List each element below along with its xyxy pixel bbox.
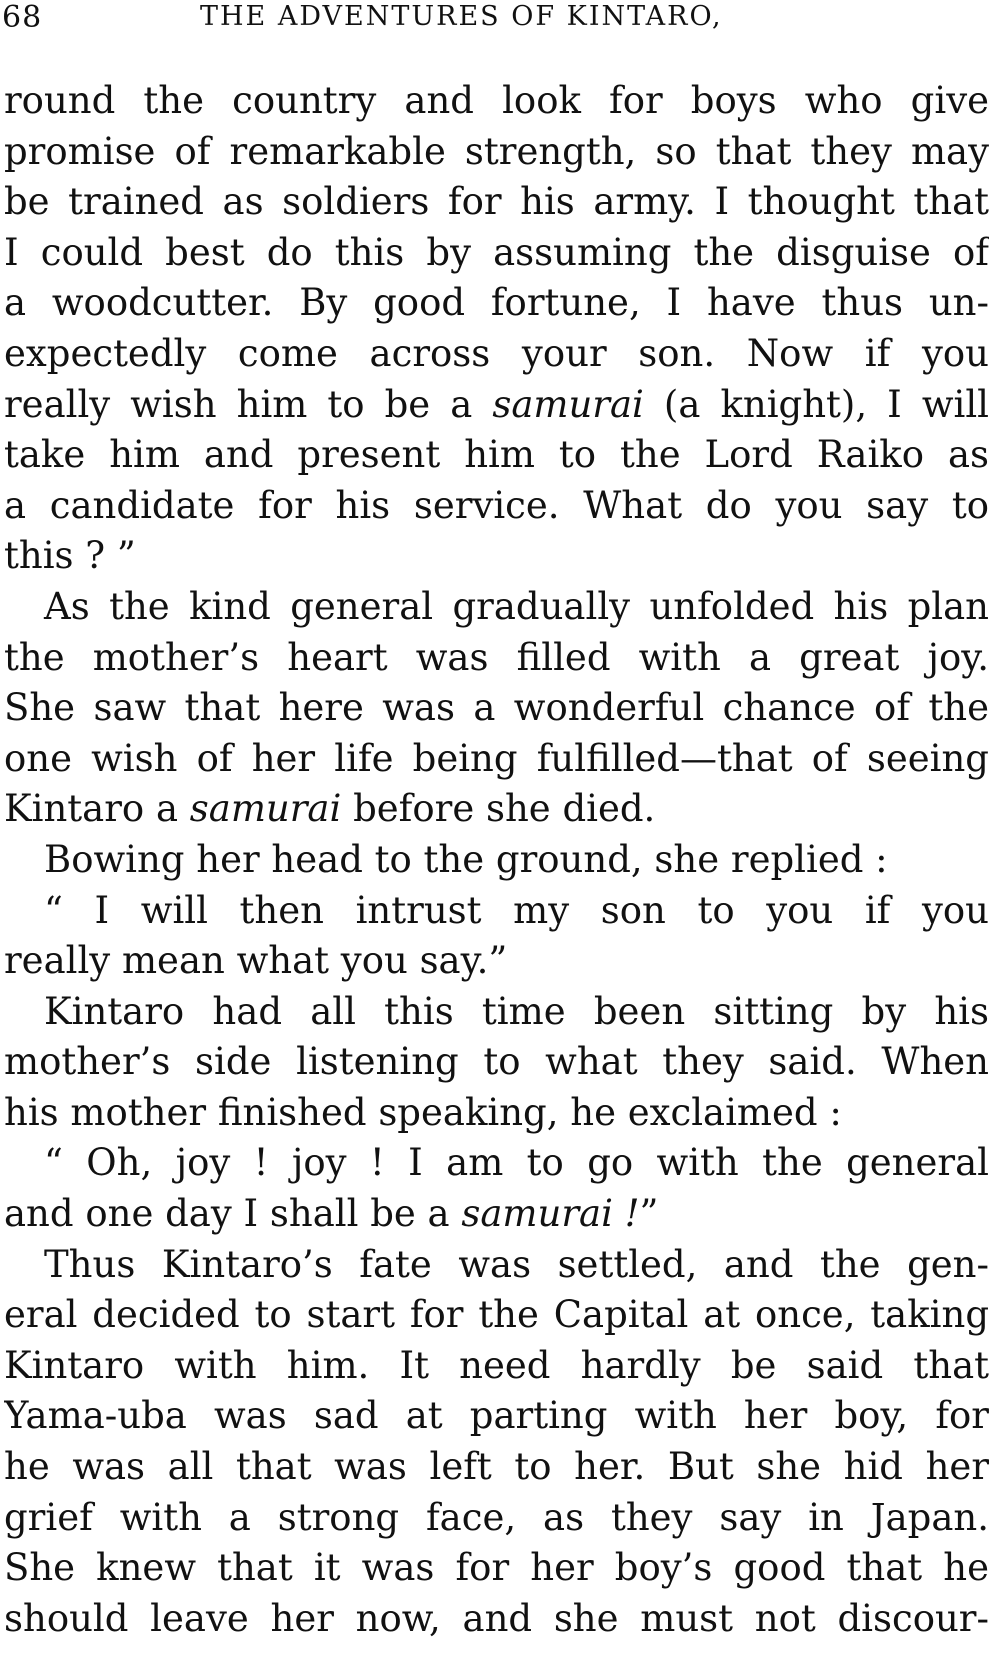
text-line-1: round the country and look for boys who give <box>4 79 989 122</box>
text-line-9: a candidate for his service. What do you say to <box>4 483 989 527</box>
text-line-3: be trained as soldiers for his army. I thought that <box>4 180 989 224</box>
text-line-15-italic: samurai <box>189 787 342 831</box>
text-line-7-italic: samurai <box>492 382 644 426</box>
text-line-15 <box>4 784 989 835</box>
text-line-13: She saw that here was a wonderful chance of the <box>4 686 989 730</box>
text-line-14: one wish of her life being fulfilled—that of seeing <box>4 736 989 780</box>
body-text <box>4 76 989 1644</box>
text-line-19: Kintaro had all this time been sitting by his <box>44 989 989 1033</box>
text-line-23-after: ” <box>639 1192 659 1236</box>
text-line-2: promise of remarkable strength, so that they may <box>4 129 989 173</box>
text-line-18: really mean what you say.” <box>4 939 508 983</box>
text-line-4: I could best do this by assuming the disguise of <box>4 230 989 274</box>
text-line-27: Yama-uba was sad at parting with her boy, for <box>4 1394 989 1438</box>
text-line-12: the mother’s heart was filled with a great joy. <box>4 635 989 679</box>
text-line-8: take him and present him to the Lord Raiko as <box>4 433 989 477</box>
text-line-29: grief with a strong face, as they say in Japan. <box>4 1495 989 1539</box>
text-line-26: Kintaro with him. It need hardly be said that <box>4 1343 989 1387</box>
text-line-10: this ? ” <box>4 534 136 578</box>
text-line-7-after: (a knight), I will <box>643 382 989 426</box>
text-line-16: Bowing her head to the ground, she replied : <box>44 837 888 881</box>
text-line-17: “ I will then intrust my son to you if you <box>44 888 989 932</box>
text-line-23-before: and one day I shall be a <box>4 1192 462 1236</box>
text-line-24: Thus Kintaro’s fate was settled, and the gen- <box>44 1242 989 1286</box>
text-line-11: As the kind general gradually unfolded his plan <box>44 584 989 628</box>
page-number: 68 <box>2 0 43 35</box>
running-head <box>0 0 980 40</box>
text-line-7-before: really wish him to be a <box>4 382 493 426</box>
text-line-15-after: before she died. <box>341 787 656 831</box>
text-line-5: a woodcutter. By good fortune, I have thus un- <box>4 281 989 325</box>
text-line-25: eral decided to start for the Capital at once, taking <box>4 1293 989 1337</box>
text-line-23 <box>4 1189 989 1240</box>
text-line-30: She knew that it was for her boy’s good that he <box>4 1546 989 1590</box>
text-line-7 <box>4 380 989 431</box>
text-line-21: his mother finished speaking, he exclaimed : <box>4 1090 842 1134</box>
running-title: THE ADVENTURES OF KINTARO, <box>200 1 723 32</box>
text-line-22: “ Oh, joy ! joy ! I am to go with the general <box>44 1141 989 1185</box>
text-line-6: expectedly come across your son. Now if you <box>4 331 989 375</box>
text-line-28: he was all that was left to her. But she hid her <box>4 1445 989 1489</box>
text-line-20: mother’s side listening to what they said. When <box>4 1040 989 1084</box>
text-line-31: should leave her now, and she must not discour- <box>4 1596 989 1640</box>
text-line-23-italic: samurai ! <box>461 1192 640 1236</box>
text-line-15-before: Kintaro a <box>4 787 190 831</box>
